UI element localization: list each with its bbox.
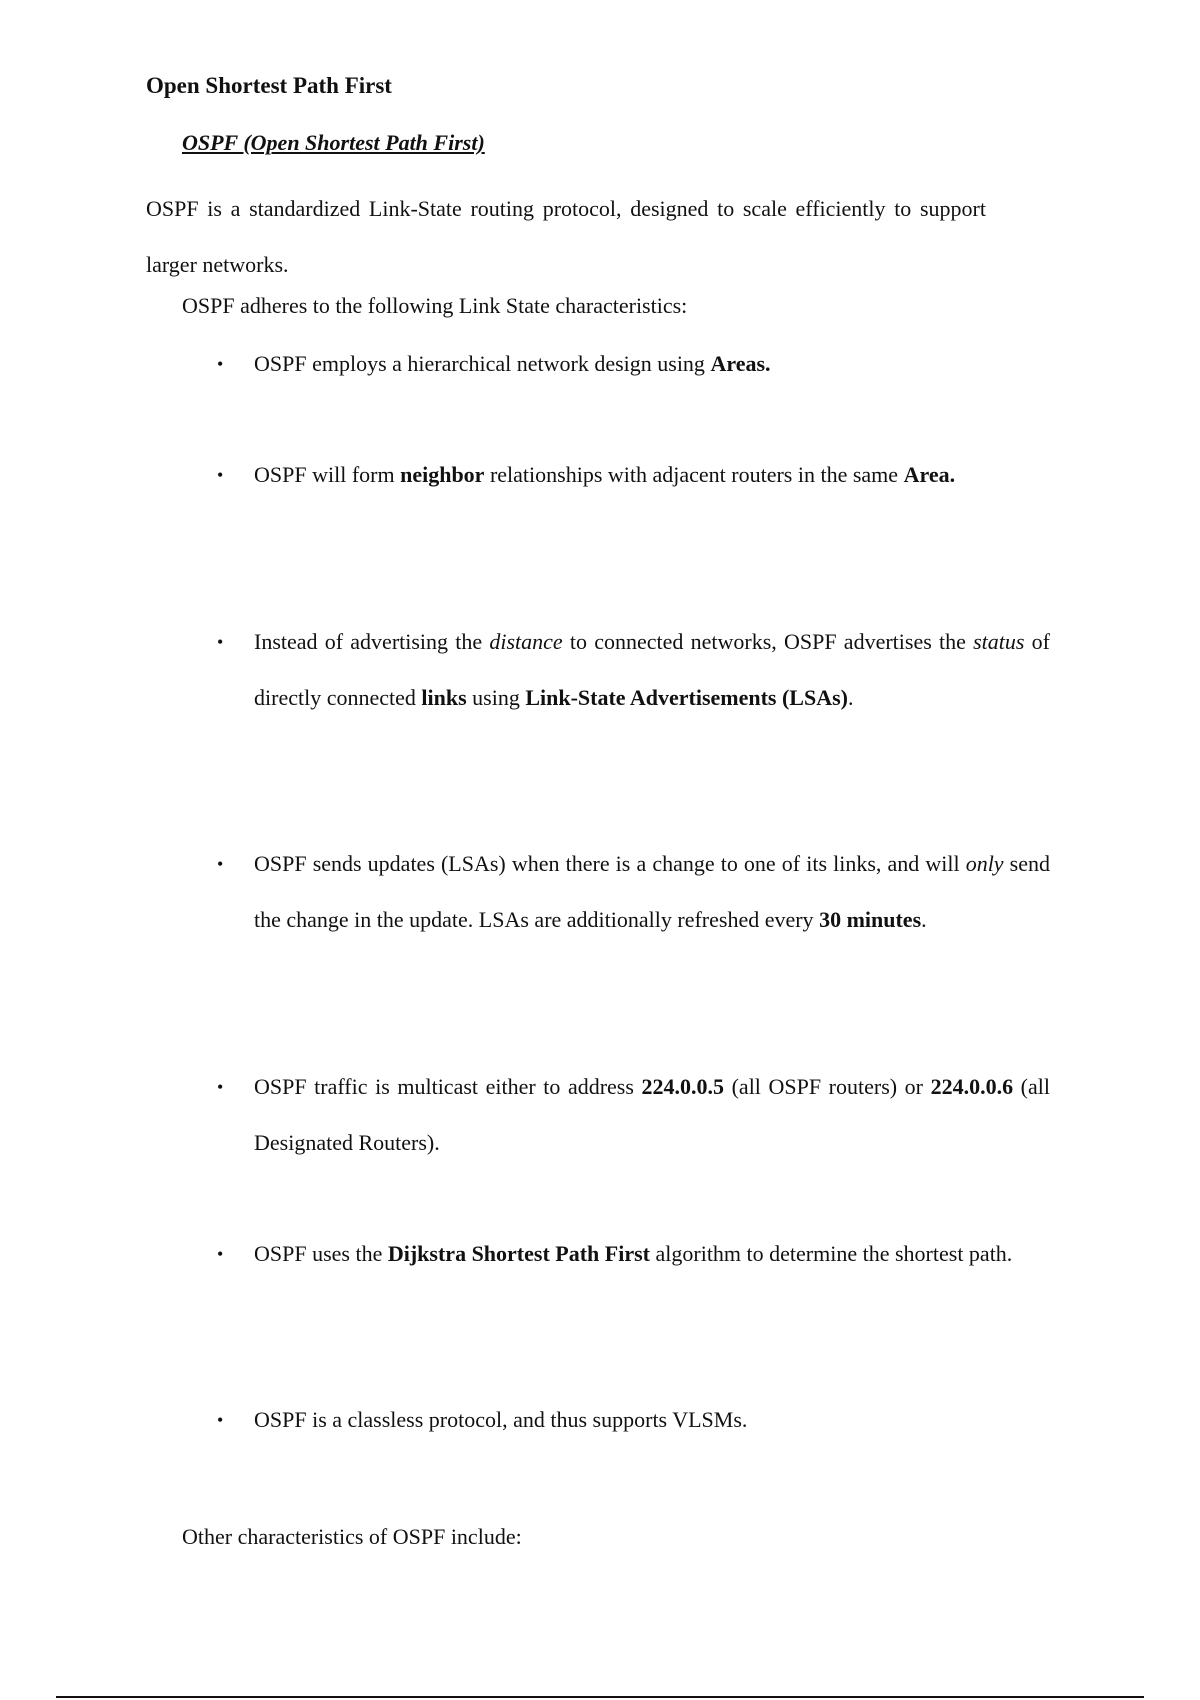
list-item-strong: Dijkstra Shortest Path First xyxy=(387,1241,650,1266)
list-item-text: (all OSPF routers) or xyxy=(724,1074,931,1099)
list-item-text: . xyxy=(921,907,927,932)
list-item-updates xyxy=(217,836,1051,948)
list-item-text: using xyxy=(466,685,526,710)
bullet-icon: • xyxy=(217,354,224,374)
list-item-text: OSPF will form xyxy=(254,462,401,487)
list-item-strong: 224.0.0.5 xyxy=(641,1074,725,1099)
list-item-lsa xyxy=(217,614,1050,726)
list-item-neighbor xyxy=(217,447,1050,503)
other-characteristics-lead: Other characteristics of OSPF include: xyxy=(182,1524,522,1549)
list-item-text: Instead of advertising the xyxy=(254,629,490,654)
list-item-text: . xyxy=(848,685,854,710)
list-item-text: OSPF traffic is multicast either to address xyxy=(254,1074,642,1099)
section-heading: OSPF (Open Shortest Path First) xyxy=(182,130,485,155)
list-item-emphasis: only xyxy=(965,851,1004,876)
list-item-areas xyxy=(217,336,1050,392)
list-item-strong: 30 minutes xyxy=(819,907,922,932)
list-item-text: relationships with adjacent routers in the same xyxy=(484,462,904,487)
list-item-strong: Link-State Advertisements (LSAs) xyxy=(525,685,848,710)
list-item-classless xyxy=(217,1392,1050,1448)
list-item-text: algorithm to determine the shortest path. xyxy=(650,1241,1013,1266)
list-item-dijkstra xyxy=(217,1226,1050,1282)
page-title: Open Shortest Path First xyxy=(146,73,392,98)
list-item-text: OSPF employs a hierarchical network design using xyxy=(254,351,711,376)
list-item-strong: Areas. xyxy=(710,351,771,376)
list-item-emphasis: status xyxy=(973,629,1025,654)
bullet-icon: • xyxy=(217,854,224,874)
list-item-strong: links xyxy=(421,685,467,710)
bullet-icon: • xyxy=(217,465,224,485)
bullet-icon: • xyxy=(217,1410,224,1430)
list-item-strong: neighbor xyxy=(400,462,485,487)
list-item-text: send the change in the update. LSAs are additionally refreshed every xyxy=(254,851,1051,932)
list-item-text: to connected networks, OSPF advertises the xyxy=(562,629,974,654)
list-item-strong: Area. xyxy=(903,462,956,487)
bullet-icon: • xyxy=(217,1077,224,1097)
list-item-multicast xyxy=(217,1059,1050,1171)
footer-divider xyxy=(56,1696,1144,1698)
characteristics-lead: OSPF adheres to the following Link State characteristics: xyxy=(182,293,688,318)
list-item-emphasis: distance xyxy=(489,629,563,654)
bullet-icon: • xyxy=(217,632,224,652)
list-item-text: OSPF uses the xyxy=(254,1241,388,1266)
intro-paragraph: OSPF is a standardized Link-State routing protocol, designed to scale efficiently to support larger networks. xyxy=(146,196,986,277)
list-item-text: of directly connected xyxy=(254,629,1050,710)
list-item-text: (all Designated Routers). xyxy=(254,1074,1050,1155)
list-item-text: OSPF is a classless protocol, and thus supports VLSMs. xyxy=(254,1407,748,1432)
list-item-text: OSPF sends updates (LSAs) when there is a change to one of its links, and will xyxy=(254,851,966,876)
bullet-icon: • xyxy=(217,1244,224,1264)
list-item-strong: 224.0.0.6 xyxy=(930,1074,1014,1099)
